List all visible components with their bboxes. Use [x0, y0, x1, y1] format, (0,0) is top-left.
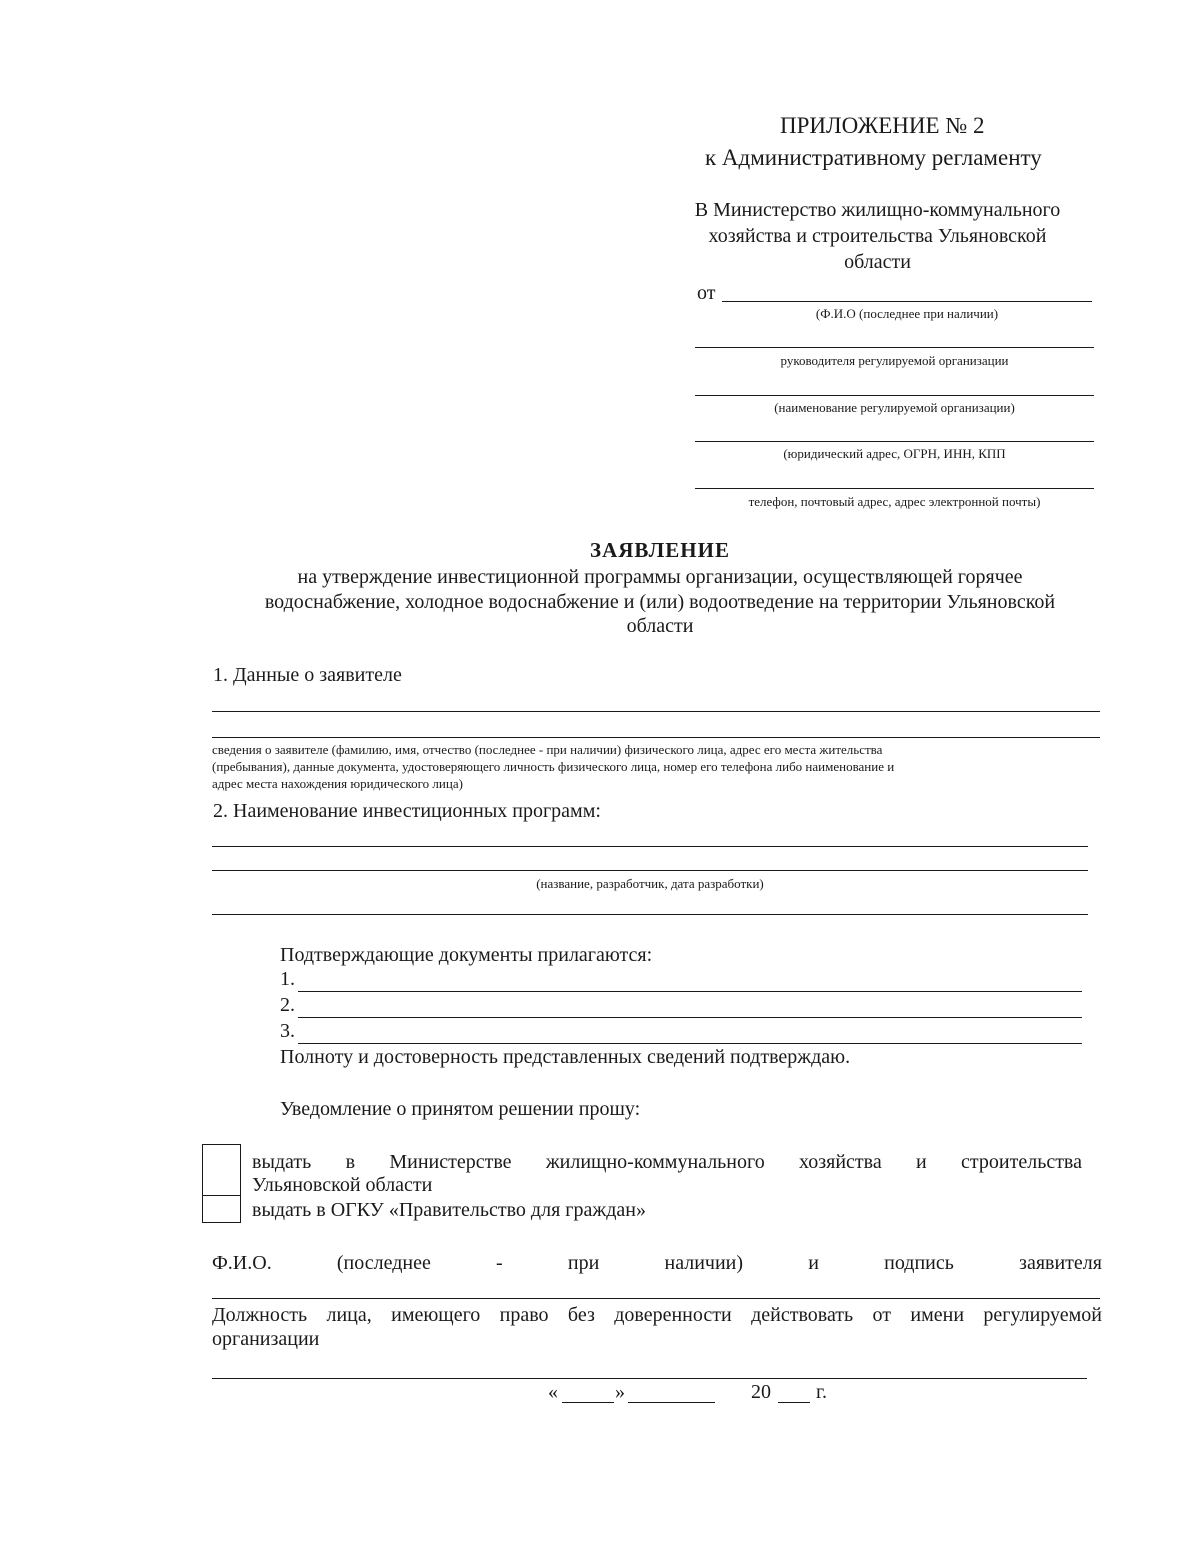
appendix-title: ПРИЛОЖЕНИЕ № 2: [780, 113, 985, 138]
documents-label: Подтверждающие документы прилагаются:: [280, 944, 653, 966]
applicant-hint-line-3: адрес места нахождения юридического лица): [212, 776, 463, 791]
programs-field-line-3[interactable]: [212, 914, 1088, 915]
date-year-prefix: 20: [751, 1381, 771, 1403]
option-ministry-checkbox[interactable]: [202, 1144, 241, 1196]
position-text-line-2: организации: [212, 1328, 320, 1350]
applicant-field-line-2[interactable]: [212, 737, 1100, 738]
fio-hint: (Ф.И.О (последнее при наличии): [815, 306, 999, 321]
date-year-suffix: г.: [816, 1381, 827, 1403]
contacts-field-line[interactable]: [695, 488, 1094, 489]
document-heading: ЗАЯВЛЕНИЕ: [590, 538, 730, 562]
programs-field-line-1[interactable]: [212, 846, 1088, 847]
addressee-line-3: области: [844, 251, 911, 273]
title-line-2: водоснабжение, холодное водоснабжение и (или) водоотведение на территории Ульяновской: [264, 591, 1056, 613]
option-mfc-checkbox[interactable]: [202, 1195, 241, 1223]
head-field-line[interactable]: [695, 347, 1094, 348]
appendix-reference: к Административному регламенту: [705, 145, 1042, 170]
position-text-line-1: Должность лица, имеющего право без доверенности действовать от имени регулируемой: [212, 1304, 1102, 1326]
org-name-field-line[interactable]: [695, 395, 1094, 396]
contacts-hint: телефон, почтовый адрес, адрес электронной почты): [748, 494, 1041, 509]
applicant-hint-line-1: сведения о заявителе (фамилию, имя, отчество (последнее - при наличии) физического лица, адрес его места жительства: [212, 742, 883, 757]
document-item-3-number: 3.: [280, 1020, 295, 1042]
programs-hint: (название, разработчик, дата разработки): [536, 876, 764, 891]
legal-address-hint: (юридический адрес, ОГРН, ИНН, КПП: [783, 446, 1006, 461]
option-ministry-text[interactable]: выдать в Министерстве жилищно-коммунального хозяйства и строительства: [252, 1151, 1082, 1173]
head-hint: руководителя регулируемой организации: [780, 353, 1009, 368]
title-line-1: на утверждение инвестиционной программы организации, осуществляющей горячее: [297, 566, 1023, 588]
date-open-quote: «: [548, 1381, 558, 1403]
date-close-quote: »: [615, 1381, 625, 1403]
addressee-line-1: В Министерство жилищно-коммунального: [694, 199, 1061, 221]
title-line-3: области: [626, 615, 694, 637]
confirmation-text: Полноту и достоверность представленных сведений подтверждаю.: [280, 1046, 851, 1068]
addressee-line-2: хозяйства и строительства Ульяновской: [708, 225, 1047, 247]
date-day-field[interactable]: [562, 1402, 614, 1403]
document-item-3-line[interactable]: [298, 1043, 1082, 1044]
option-mfc-text[interactable]: выдать в ОГКУ «Правительство для граждан»: [252, 1199, 646, 1221]
document-item-2-line[interactable]: [298, 1017, 1082, 1018]
document-item-1-number: 1.: [280, 968, 295, 990]
option-ministry-text-line-2: Ульяновской области: [252, 1174, 433, 1196]
from-label: от: [697, 282, 716, 304]
document-item-1-line[interactable]: [298, 991, 1082, 992]
notification-label: Уведомление о принятом решении прошу:: [280, 1098, 641, 1120]
signature-label: Ф.И.О. (последнее - при наличии) и подпись заявителя: [212, 1252, 1102, 1274]
position-field-line[interactable]: [212, 1378, 1087, 1379]
date-month-field[interactable]: [628, 1402, 715, 1403]
applicant-hint-line-2: (пребывания), данные документа, удостоверяющего личность физического лица, номер его телефона либо наименование и: [212, 759, 895, 774]
signature-field-line[interactable]: [212, 1298, 1100, 1299]
org-name-hint: (наименование регулируемой организации): [774, 400, 1015, 415]
section-1-label: 1. Данные о заявителе: [213, 664, 402, 686]
legal-address-field-line[interactable]: [695, 441, 1094, 442]
fio-field-line[interactable]: [722, 301, 1092, 302]
date-year-field[interactable]: [778, 1402, 810, 1403]
applicant-hint: [212, 741, 1102, 792]
document-item-2-number: 2.: [280, 994, 295, 1016]
applicant-field-line-1[interactable]: [212, 711, 1100, 712]
programs-field-line-2[interactable]: [212, 870, 1088, 871]
section-2-label: 2. Наименование инвестиционных программ:: [213, 800, 601, 822]
